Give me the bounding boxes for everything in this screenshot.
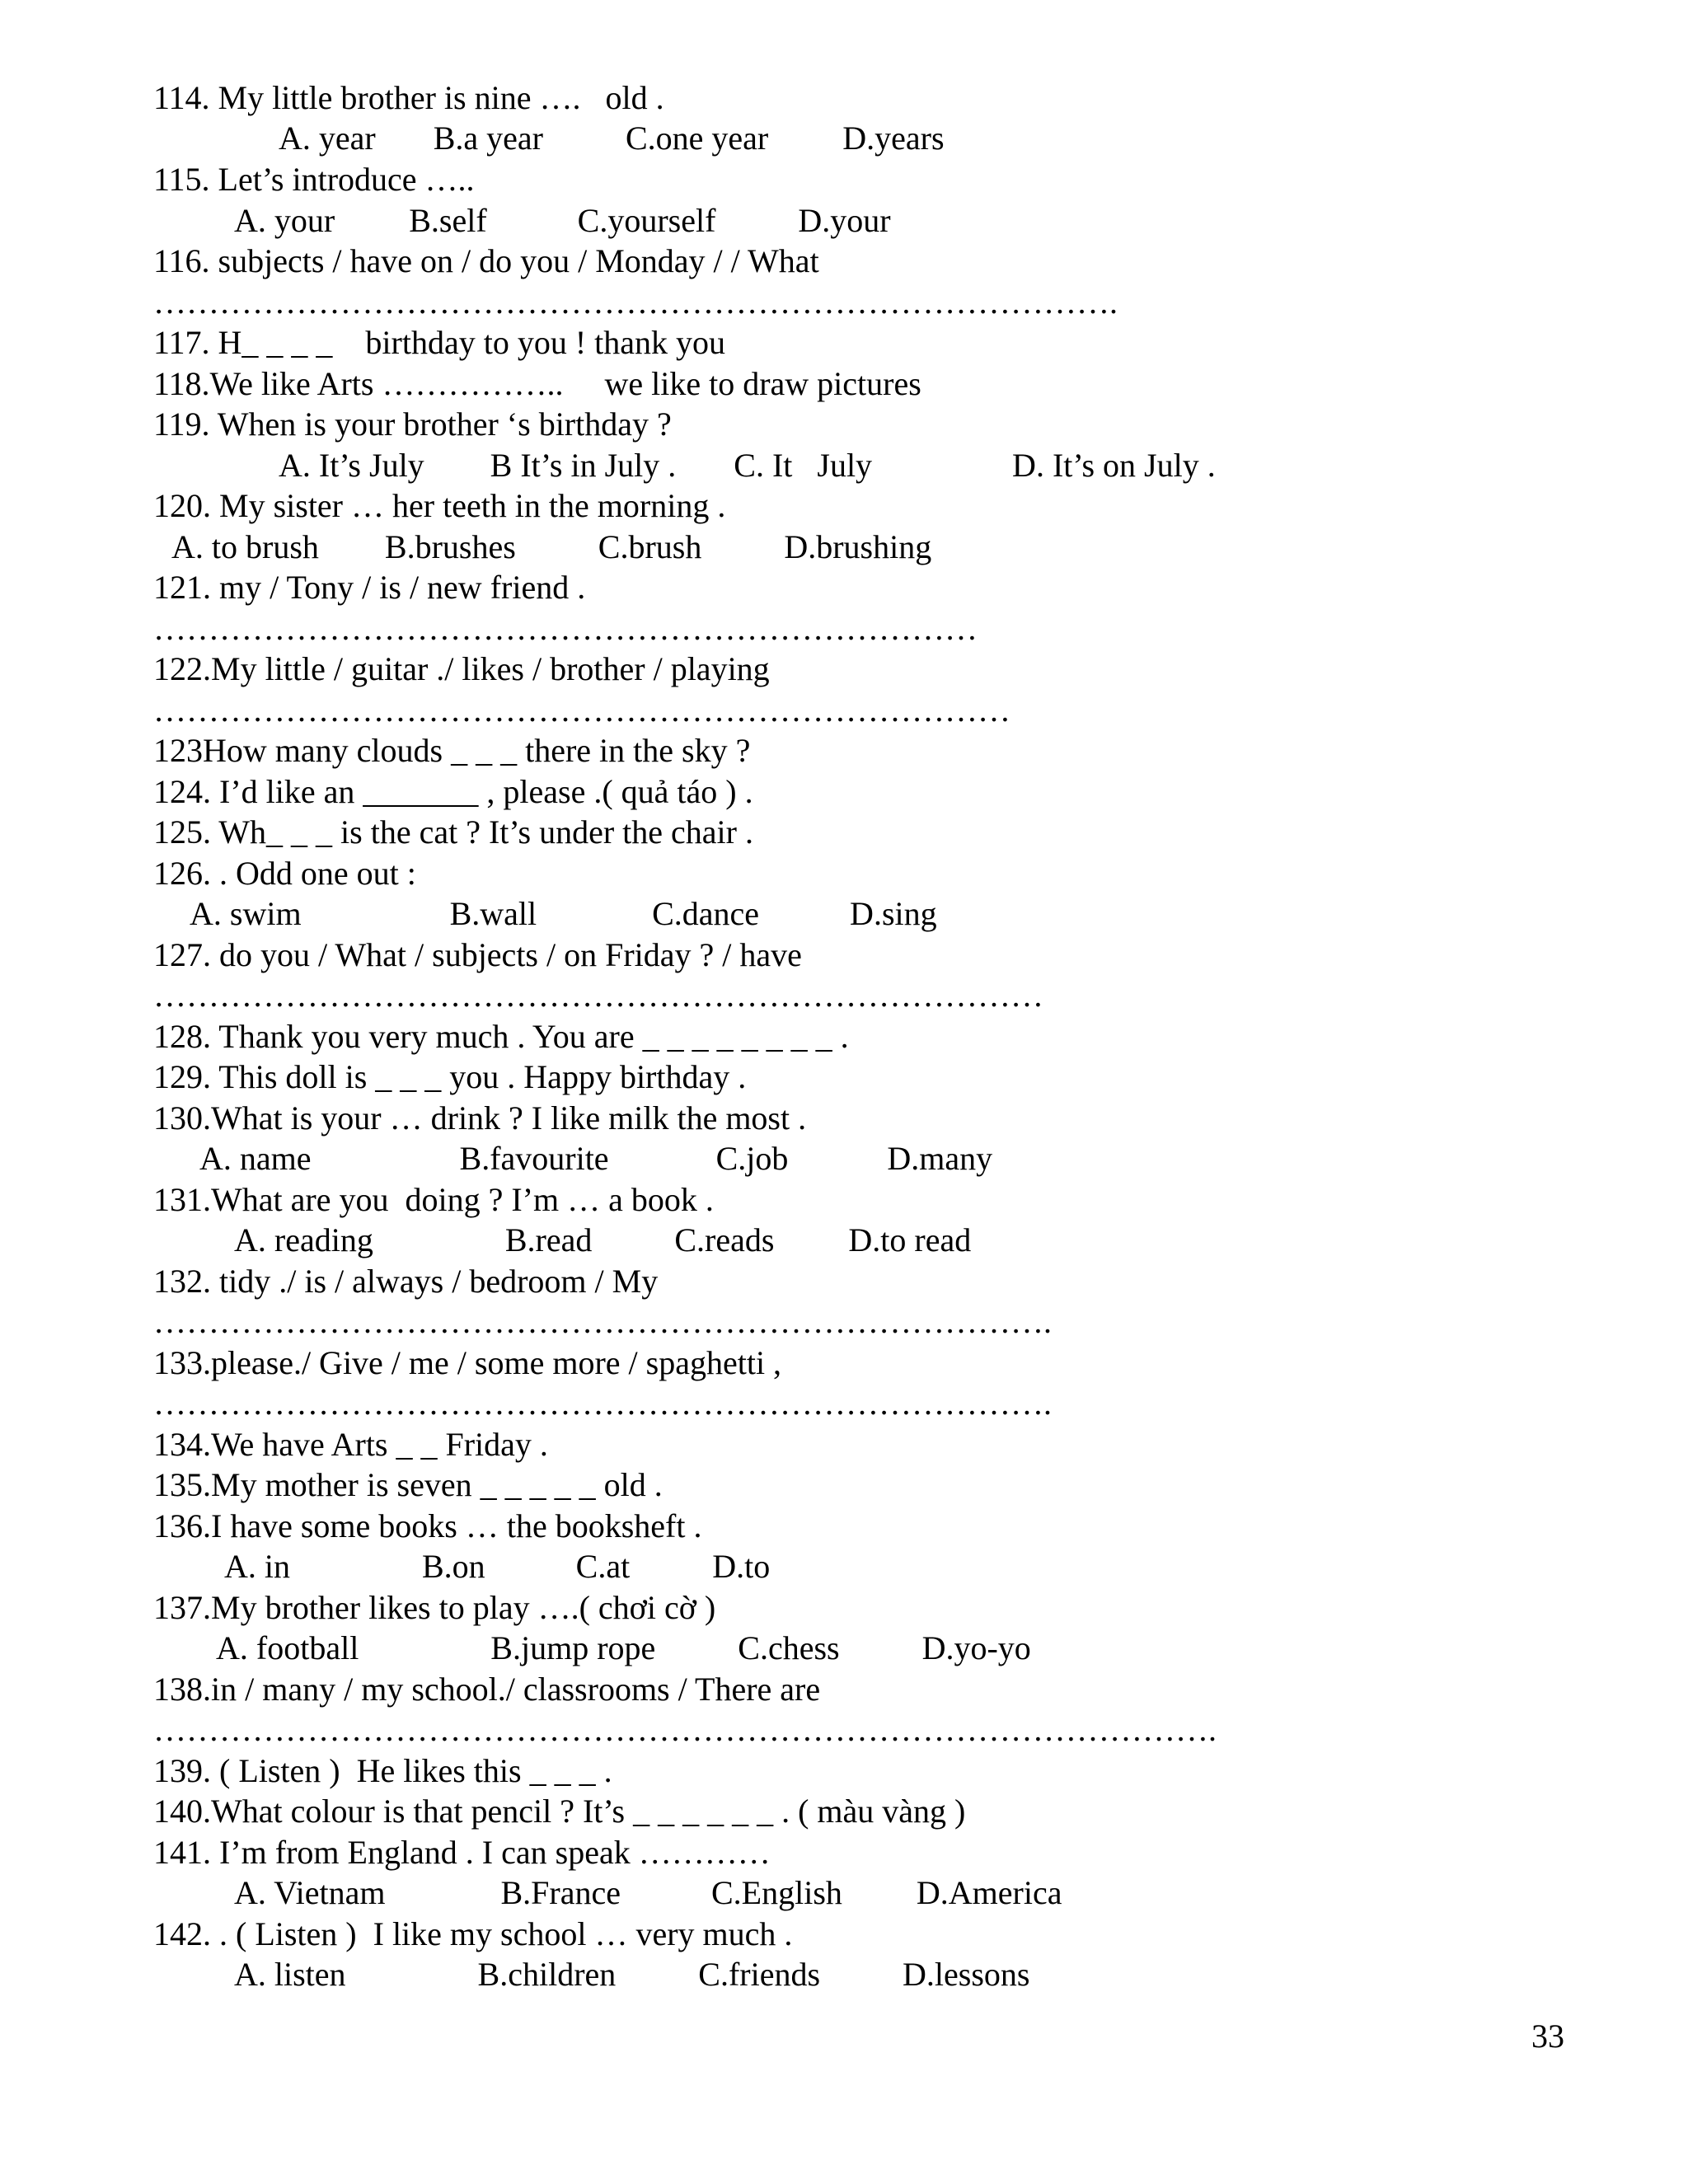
question-118: 118.We like Arts …………….. we like to draw pictures	[153, 365, 921, 402]
question-119: 119. When is your brother ‘s birthday ?	[153, 405, 672, 443]
options-126: A. swim B.wall C.dance D.sing	[190, 895, 937, 932]
answer-line-122: ……………………………………………………………………	[153, 691, 1010, 729]
question-135: 135.My mother is seven _ _ _ _ _ old .	[153, 1466, 663, 1503]
question-115: 115. Let’s introduce …..	[153, 161, 475, 198]
question-140: 140.What colour is that pencil ? It’s _ _ _ _ _ _ . ( màu vàng )	[153, 1793, 966, 1830]
question-120: 120. My sister … her teeth in the morning .	[153, 487, 726, 524]
question-131: 131.What are you doing ? I’m … a book .	[153, 1181, 714, 1218]
options-142: A. listen B.children C.friends D.lessons	[234, 1956, 1030, 1993]
options-119: A. It’s July B It’s in July . C. It July D. It’s on July .	[279, 447, 1216, 484]
question-122: 122.My little / guitar ./ likes / brother / playing	[153, 650, 770, 687]
options-141: A. Vietnam B.France C.English D.America	[234, 1874, 1062, 1911]
question-114: 114. My little brother is nine …. old .	[153, 79, 664, 116]
question-125: 125. Wh_ _ _ is the cat ? It’s under the chair .	[153, 813, 753, 851]
question-142: 142. . ( Listen ) I like my school … very much .	[153, 1915, 793, 1952]
options-131: A. reading B.read C.reads D.to read	[234, 1221, 972, 1258]
question-126: 126. . Odd one out :	[153, 855, 416, 892]
answer-line-133: ……………………………………………………………………….	[153, 1385, 1052, 1422]
answer-line-121: …………………………………………………………………	[153, 610, 978, 647]
page-number: 33	[1531, 2018, 1564, 2055]
question-132: 132. tidy ./ is / always / bedroom / My	[153, 1263, 659, 1300]
question-136: 136.I have some books … the booksheft .	[153, 1507, 702, 1544]
options-137: A. football B.jump rope C.chess D.yo-yo	[216, 1629, 1031, 1666]
options-120: A. to brush B.brushes C.brush D.brushing	[171, 528, 932, 565]
question-121: 121. my / Tony / is / new friend .	[153, 569, 586, 606]
options-115: A. your B.self C.yourself D.your	[234, 202, 891, 239]
question-124: 124. I’d like an _______ , please .( quả táo ) .	[153, 773, 753, 810]
question-116: 116. subjects / have on / do you / Monday / / What	[153, 242, 819, 279]
question-139: 139. ( Listen ) He likes this _ _ _ .	[153, 1752, 612, 1789]
question-117: 117. H_ _ _ _ birthday to you ! thank you	[153, 324, 726, 361]
question-137: 137.My brother likes to play ….( chơi cờ )	[153, 1589, 716, 1626]
answer-line-127: ………………………………………………………………………	[153, 977, 1043, 1014]
question-123: 123How many clouds _ _ _ there in the sky ?	[153, 732, 751, 769]
answer-line-116: …………………………………………………………………………….	[153, 284, 1118, 321]
question-128: 128. Thank you very much . You are _ _ _ _ _ _ _ _ .	[153, 1018, 849, 1055]
options-114: A. year B.a year C.one year D.years	[279, 120, 945, 157]
options-130: A. name B.favourite C.job D.many	[199, 1140, 993, 1177]
question-133: 133.please./ Give / me / some more / spaghetti ,	[153, 1344, 782, 1381]
answer-line-132: ……………………………………………………………………….	[153, 1303, 1052, 1340]
question-129: 129. This doll is _ _ _ you . Happy birthday .	[153, 1058, 747, 1095]
question-138: 138.in / many / my school./ classrooms / There are	[153, 1671, 821, 1708]
answer-line-138: …………………………………………………………………………………….	[153, 1711, 1217, 1748]
question-134: 134.We have Arts _ _ Friday .	[153, 1426, 548, 1463]
question-141: 141. I’m from England . I can speak …………	[153, 1834, 771, 1871]
question-130: 130.What is your … drink ? I like milk the most .	[153, 1099, 807, 1137]
options-136: A. in B.on C.at D.to	[224, 1548, 771, 1585]
question-127: 127. do you / What / subjects / on Friday ? / have	[153, 936, 802, 973]
